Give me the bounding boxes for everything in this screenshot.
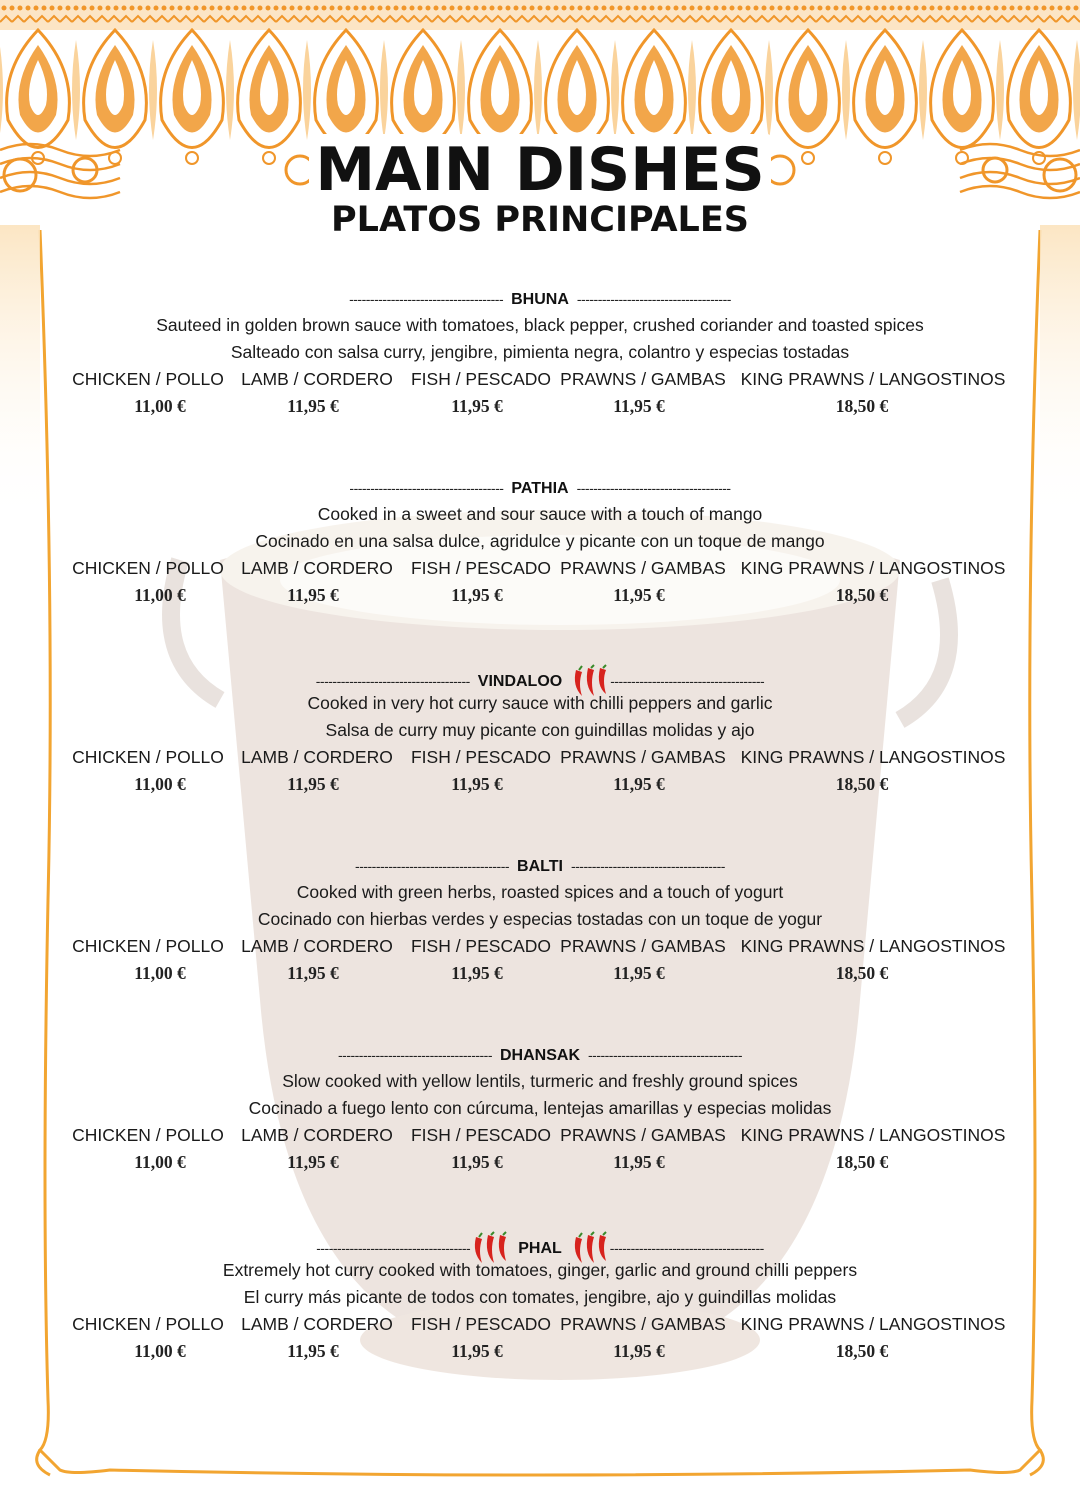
price-value: 11,00 € [134, 1341, 186, 1361]
option-label: CHICKEN / POLLO [72, 936, 224, 956]
section-heading [0, 286, 1080, 312]
price-value: 11,95 € [287, 1152, 339, 1172]
option-label: FISH / PESCADO [410, 1314, 552, 1334]
option-label: CHICKEN / POLLO [72, 1314, 224, 1334]
option-labels-row [0, 1311, 1080, 1338]
description-english: Cooked with green herbs, roasted spices and a touch of yogurt [296, 882, 784, 902]
price-value: 11,00 € [134, 774, 186, 794]
option-label: LAMB / CORDERO [241, 1314, 393, 1334]
price-value: 11,95 € [613, 774, 665, 794]
option-label: FISH / PESCADO [410, 747, 552, 767]
menu-section-bhuna [0, 286, 1080, 420]
price-value: 18,50 € [835, 396, 889, 416]
price-value: 11,00 € [134, 585, 186, 605]
option-label: KING PRAWNS / LANGOSTINOS [740, 1314, 1006, 1334]
price-value: 11,00 € [134, 1152, 186, 1172]
section-heading [0, 1042, 1080, 1068]
price-value: 18,50 € [835, 963, 889, 983]
dash-divider-right: ------------------------------------- [576, 480, 731, 496]
price-value: 11,95 € [287, 396, 339, 416]
section-title: PHAL [518, 1240, 562, 1258]
option-label: LAMB / CORDERO [241, 369, 393, 389]
description-spanish: Salteado con salsa curry, jengibre, pimienta negra, colantro y especias tostadas [230, 342, 850, 362]
section-title: VINDALOO [477, 673, 563, 691]
dash-divider-left: ------------------------------------- [355, 858, 510, 874]
option-label: CHICKEN / POLLO [72, 369, 224, 389]
dash-divider-left: ------------------------------------- [349, 480, 504, 496]
description-spanish: Cocinado en una salsa dulce, agridulce y picante con un toque de mango [255, 531, 825, 551]
dash-divider-right: ------------------------------------- [609, 1240, 764, 1257]
section-heading [0, 475, 1080, 501]
option-label: FISH / PESCADO [410, 369, 552, 389]
option-label: LAMB / CORDERO [241, 558, 393, 578]
option-label: KING PRAWNS / LANGOSTINOS [740, 369, 1006, 389]
price-value: 11,00 € [134, 963, 186, 983]
chili-peppers-icon [470, 1231, 510, 1267]
section-title: DHANSAK [500, 1047, 580, 1064]
description-english: Cooked in very hot curry sauce with chilli peppers and garlic [307, 693, 773, 713]
price-value: 18,50 € [835, 1341, 889, 1361]
option-label: PRAWNS / GAMBAS [560, 936, 726, 956]
section-heading [0, 1231, 1080, 1257]
prices-row [0, 1338, 1080, 1365]
section-heading [0, 853, 1080, 879]
prices-row [0, 393, 1080, 420]
price-value: 11,95 € [451, 1152, 503, 1172]
price-value: 11,95 € [451, 396, 503, 416]
option-label: LAMB / CORDERO [241, 1125, 393, 1145]
dash-divider-left: ------------------------------------- [315, 673, 470, 690]
option-labels-row [0, 1122, 1080, 1149]
option-labels-row [0, 555, 1080, 582]
prices-row [0, 960, 1080, 987]
page-title: MAIN DISHES [309, 134, 770, 206]
option-label: KING PRAWNS / LANGOSTINOS [740, 558, 1006, 578]
option-label: CHICKEN / POLLO [72, 747, 224, 767]
price-value: 11,95 € [451, 1341, 503, 1361]
dash-divider-left: ------------------------------------- [338, 1047, 492, 1063]
chili-peppers-icon [570, 664, 610, 700]
price-value: 11,95 € [451, 774, 503, 794]
section-title: BALTI [517, 858, 563, 875]
prices-row [0, 1149, 1080, 1176]
description-spanish: El curry más picante de todos con tomates, jengibre, ajo y guindillas molidas [243, 1287, 837, 1307]
dash-divider-right: ------------------------------------- [570, 858, 725, 874]
section-heading [0, 664, 1080, 690]
description-spanish: Salsa de curry muy picante con guindillas molidas y ajo [325, 720, 755, 740]
menu-section-balti [0, 853, 1080, 987]
price-value: 11,95 € [287, 585, 339, 605]
description-spanish: Cocinado a fuego lento con cúrcuma, lentejas amarillas y especias molidas [248, 1098, 832, 1118]
menu-section-phal [0, 1231, 1080, 1365]
option-label: LAMB / CORDERO [241, 936, 393, 956]
price-value: 11,95 € [613, 585, 665, 605]
price-value: 18,50 € [835, 585, 889, 605]
menu-section-vindaloo [0, 664, 1080, 798]
option-labels-row [0, 744, 1080, 771]
price-value: 18,50 € [835, 1152, 889, 1172]
option-label: KING PRAWNS / LANGOSTINOS [740, 1125, 1006, 1145]
option-label: PRAWNS / GAMBAS [560, 747, 726, 767]
menu-section-pathia [0, 475, 1080, 609]
section-title: PATHIA [511, 480, 569, 497]
description-spanish: Cocinado con hierbas verdes y especias tostadas con un toque de yogur [257, 909, 823, 929]
description-english: Slow cooked with yellow lentils, turmeric and freshly ground spices [282, 1071, 798, 1091]
price-value: 11,95 € [451, 963, 503, 983]
price-value: 11,95 € [613, 963, 665, 983]
option-label: PRAWNS / GAMBAS [560, 369, 726, 389]
dash-divider-right: ------------------------------------- [610, 673, 765, 690]
price-value: 11,95 € [451, 585, 503, 605]
dash-divider-right: ------------------------------------- [588, 1047, 742, 1063]
dash-divider-right: ------------------------------------- [576, 291, 731, 307]
description-english: Extremely hot curry cooked with tomatoes, ginger, garlic and ground chilli peppers [222, 1260, 858, 1280]
description-english: Cooked in a sweet and sour sauce with a touch of mango [317, 504, 763, 524]
price-value: 18,50 € [835, 774, 889, 794]
option-label: FISH / PESCADO [410, 936, 552, 956]
section-title: BHUNA [511, 291, 569, 308]
option-label: PRAWNS / GAMBAS [560, 1125, 726, 1145]
option-label: CHICKEN / POLLO [72, 1125, 224, 1145]
option-labels-row [0, 933, 1080, 960]
price-value: 11,95 € [613, 1152, 665, 1172]
option-label: FISH / PESCADO [410, 1125, 552, 1145]
option-labels-row [0, 366, 1080, 393]
option-label: LAMB / CORDERO [241, 747, 393, 767]
price-value: 11,95 € [613, 396, 665, 416]
title-block [0, 134, 1080, 240]
price-value: 11,95 € [613, 1341, 665, 1361]
option-label: PRAWNS / GAMBAS [560, 1314, 726, 1334]
page-subtitle: PLATOS PRINCIPALES [331, 200, 749, 240]
price-value: 11,95 € [287, 963, 339, 983]
dash-divider-left: ------------------------------------- [349, 291, 504, 307]
price-value: 11,95 € [287, 774, 339, 794]
menu-section-dhansak [0, 1042, 1080, 1176]
prices-row [0, 582, 1080, 609]
option-label: CHICKEN / POLLO [72, 558, 224, 578]
option-label: FISH / PESCADO [410, 558, 552, 578]
prices-row [0, 771, 1080, 798]
chili-peppers-icon [570, 1231, 610, 1267]
option-label: KING PRAWNS / LANGOSTINOS [740, 747, 1006, 767]
description-english: Sauteed in golden brown sauce with tomatoes, black pepper, crushed coriander and toasted spices [156, 315, 924, 335]
price-value: 11,00 € [134, 396, 186, 416]
option-label: KING PRAWNS / LANGOSTINOS [740, 936, 1006, 956]
option-label: PRAWNS / GAMBAS [560, 558, 726, 578]
price-value: 11,95 € [287, 1341, 339, 1361]
dash-divider-left: ------------------------------------- [316, 1240, 471, 1257]
